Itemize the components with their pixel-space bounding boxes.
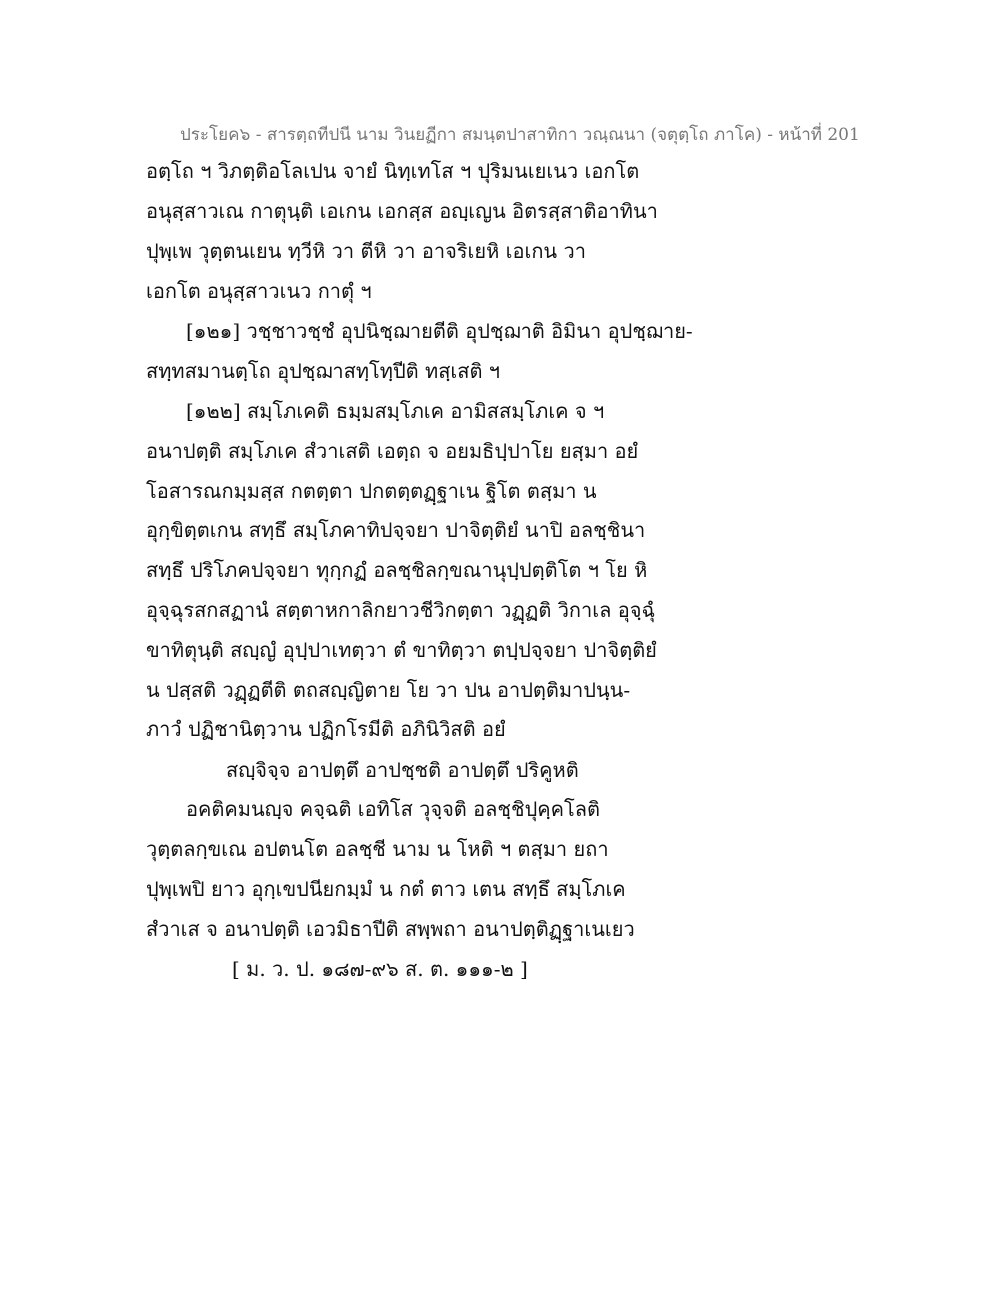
body-line: วุตฺตลกฺขเณ อปตนโต อลชฺชี นาม น โหติ ฯ ตสฺมา ยถา xyxy=(146,837,609,861)
body-line: อนุสฺสาวเณ กาตุนฺติ เอเกน เอกสฺส อญฺเญน อิตรสฺสาติอาทินา xyxy=(146,199,658,223)
body-line: ปุพฺเพ วุตฺตนเยน ทฺวีหิ วา ตีหิ วา อาจริเยหิ เอเกน วา xyxy=(146,239,586,263)
body-line: อุกฺขิตฺตเกน สทฺธึ สมฺโภคาทิปจฺจยา ปาจิตฺติยํ นาปิ อลชฺชินา xyxy=(146,518,646,542)
verse-line-1: สญฺจิจฺจ อาปตฺตึ อาปชฺชติ อาปตฺตึ ปริคูหติ xyxy=(226,758,579,782)
body-line: ภาวํ ปฏิชานิตฺวาน ปฏิกโรมีติ อภินิวิสติ อยํ xyxy=(146,717,506,741)
body-line: เอกโต อนุสฺสาวเนว กาตุํ ฯ xyxy=(146,279,372,303)
body-line: ขาทิตุนฺติ สญฺญํ อุปฺปาเทตฺวา ตํ ขาทิตฺวา ตปฺปจฺจยา ปาจิตฺติยํ xyxy=(146,638,657,662)
paragraph-121-start: [๑๒๑] วชฺชาวชฺชํ อุปนิชฺฌายตีติ อุปชฺฌาติ อิมินา อุปชฺฌาย- xyxy=(186,319,693,343)
body-line: น ปสฺสติ วฏฺฏตีติ ตถสญฺญิตาย โย วา ปน อาปตฺติมาปนฺน- xyxy=(146,678,631,702)
reference-citation: [ ม. ว. ป. ๑๘๗-๙๖ ส. ต. ๑๑๑-๒ ] xyxy=(232,957,528,981)
page-header: ประโยค๖ - สารตฺถทีปนี นาม วินยฏีกา สมนฺตปาสาทิกา วณฺณนา (จตุตฺโถ ภาโค) - หน้าที่ 201 xyxy=(180,125,860,145)
paragraph-122-start: [๑๒๒] สมฺโภเคติ ธมฺมสมฺโภเค อามิสสมฺโภเค จ ฯ xyxy=(186,399,605,423)
body-line: อนาปตฺติ สมฺโภเค สํวาเสติ เอตฺถ จ อยมธิปฺปาโย ยสฺมา อยํ xyxy=(146,439,639,463)
body-line: สทฺทสมานตฺโถ อุปชฺฌาสทฺโทฺปีติ ทสฺเสติ ฯ xyxy=(146,359,501,383)
body-line: ปุพฺเพปิ ยาว อุกฺเขปนียกมฺมํ น กตํ ตาว เตน สทฺธึ สมฺโภเค xyxy=(146,877,626,901)
body-line: อตฺโถ ฯ วิภตฺติอโลเปน จายํ นิทฺเทโส ฯ ปุริมนเยเนว เอกโต xyxy=(146,159,640,183)
body-line: สํวาเส จ อนาปตฺติ เอวมิธาปีติ สพฺพถา อนาปตฺติฏฺฐาเนเยว xyxy=(146,917,635,941)
verse-line-2: อคติคมนญฺจ คจฺฉติ เอทิโส วุจฺจติ อลชฺชิปุคฺคโลติ xyxy=(186,797,601,821)
body-line: อุจฺฉุรสกสฏานํ สตฺตาหกาลิกยาวชีวิกตฺตา วฏฺฏติ วิกาเล อุจฺฉุํ xyxy=(146,598,656,622)
body-line: โอสารณกมฺมสฺส กตตฺตา ปกตตฺตฏฺฐาเน ฐิโต ตสฺมา น xyxy=(146,479,597,503)
body-line: สทฺธึ ปริโภคปจฺจยา ทุกฺกฏํ อลชฺชิลกฺขณานุปฺปตฺติโต ฯ โย หิ xyxy=(146,558,648,582)
